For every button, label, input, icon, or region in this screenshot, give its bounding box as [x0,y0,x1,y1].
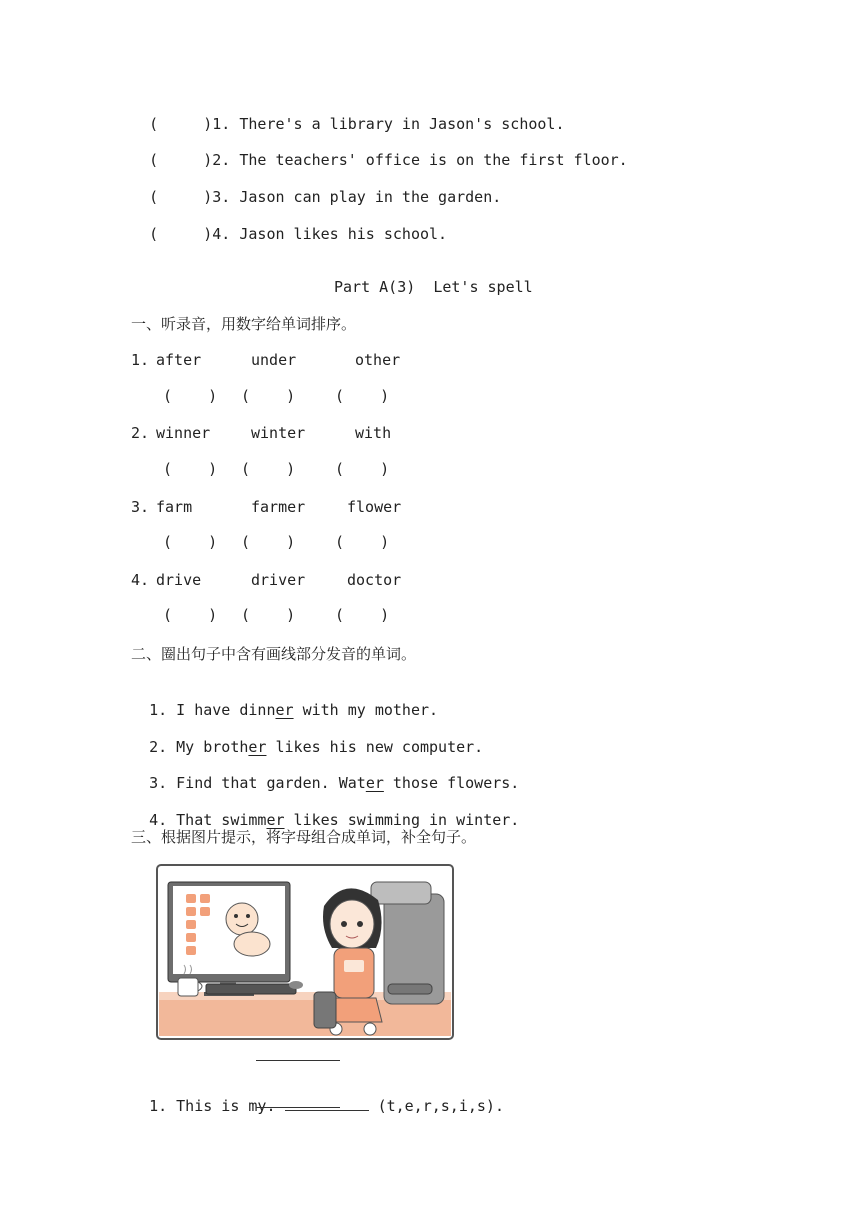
row-number: 4. [131,571,150,589]
word: winter [251,424,306,442]
word: winner [156,424,211,442]
underlined-letters: er [248,738,267,756]
sentence-text: those flowers. [383,774,520,792]
answer-paren[interactable]: ( ) [241,460,296,478]
writing-guide-line [256,1107,340,1108]
q2-heading: 二、圈出句子中含有画线部分发音的单词。 [131,645,417,663]
q2-sentence-2 [131,717,483,757]
section-title: Part A(3) Let's spell [334,278,533,296]
sentence-text: likes swimming in winter. [284,811,520,829]
word: farm [156,498,193,516]
tf-item-text: 2. The teachers' office is on the first floor. [212,151,628,169]
answer-paren[interactable]: ( ) [335,533,390,551]
word: after [156,351,202,369]
q3-heading: 三、根据图片提示，将字母组合成单词，补全句子。 [131,828,477,846]
sentence-text: with my mother. [293,701,439,719]
answer-paren[interactable]: ( ) [335,606,390,624]
answer-paren[interactable]: ( ) [241,387,296,405]
underlined-letters: er [275,701,294,719]
sentence-text: 1. This is my. [149,1097,276,1115]
answer-paren[interactable]: ( ) [149,188,213,206]
tf-item-1 [131,94,564,134]
row-number: 1. [131,351,150,369]
answer-paren[interactable]: ( ) [241,533,296,551]
word: flower [347,498,402,516]
underlined-letters: er [365,774,384,792]
answer-paren[interactable]: ( ) [149,151,213,169]
sentence-text: 2. My broth [149,738,249,756]
answer-paren[interactable]: ( ) [335,387,390,405]
q3-sentence-1 [131,1076,504,1116]
tf-item-text: 3. Jason can play in the garden. [212,188,502,206]
word: driver [251,571,306,589]
word: other [355,351,401,369]
tf-item-2 [131,130,628,170]
answer-paren[interactable]: ( ) [163,533,218,551]
answer-paren[interactable]: ( ) [163,387,218,405]
answer-paren[interactable]: ( ) [149,225,213,243]
row-number: 2. [131,424,150,442]
word: under [251,351,297,369]
q2-sentence-3 [131,753,519,793]
word: farmer [251,498,306,516]
writing-guide-line [256,1060,340,1061]
q2-sentence-1 [131,680,438,720]
answer-blank[interactable] [285,1096,369,1111]
girl-at-computer-illustration [156,864,454,1040]
underlined-letters: er [266,811,285,829]
tf-item-text: 4. Jason likes his school. [212,225,448,243]
word: doctor [347,571,402,589]
sentence-text: 3. Find that garden. Wat [149,774,366,792]
row-number: 3. [131,498,150,516]
tf-item-4 [131,204,447,244]
answer-paren[interactable]: ( ) [241,606,296,624]
word: with [355,424,392,442]
q1-heading: 一、听录音，用数字给单词排序。 [131,315,357,333]
sentence-text: 4. That swimm [149,811,267,829]
answer-paren[interactable]: ( ) [163,606,218,624]
answer-paren[interactable]: ( ) [149,115,213,133]
letter-hint: (t,e,r,s,i,s). [377,1097,504,1115]
sentence-text: 1. I have dinn [149,701,276,719]
q2-sentence-4 [131,790,519,830]
tf-item-text: 1. There's a library in Jason's school. [212,115,565,133]
answer-paren[interactable]: ( ) [163,460,218,478]
sentence-text: likes his new computer. [266,738,484,756]
tf-item-3 [131,167,501,207]
word: drive [156,571,202,589]
answer-paren[interactable]: ( ) [335,460,390,478]
